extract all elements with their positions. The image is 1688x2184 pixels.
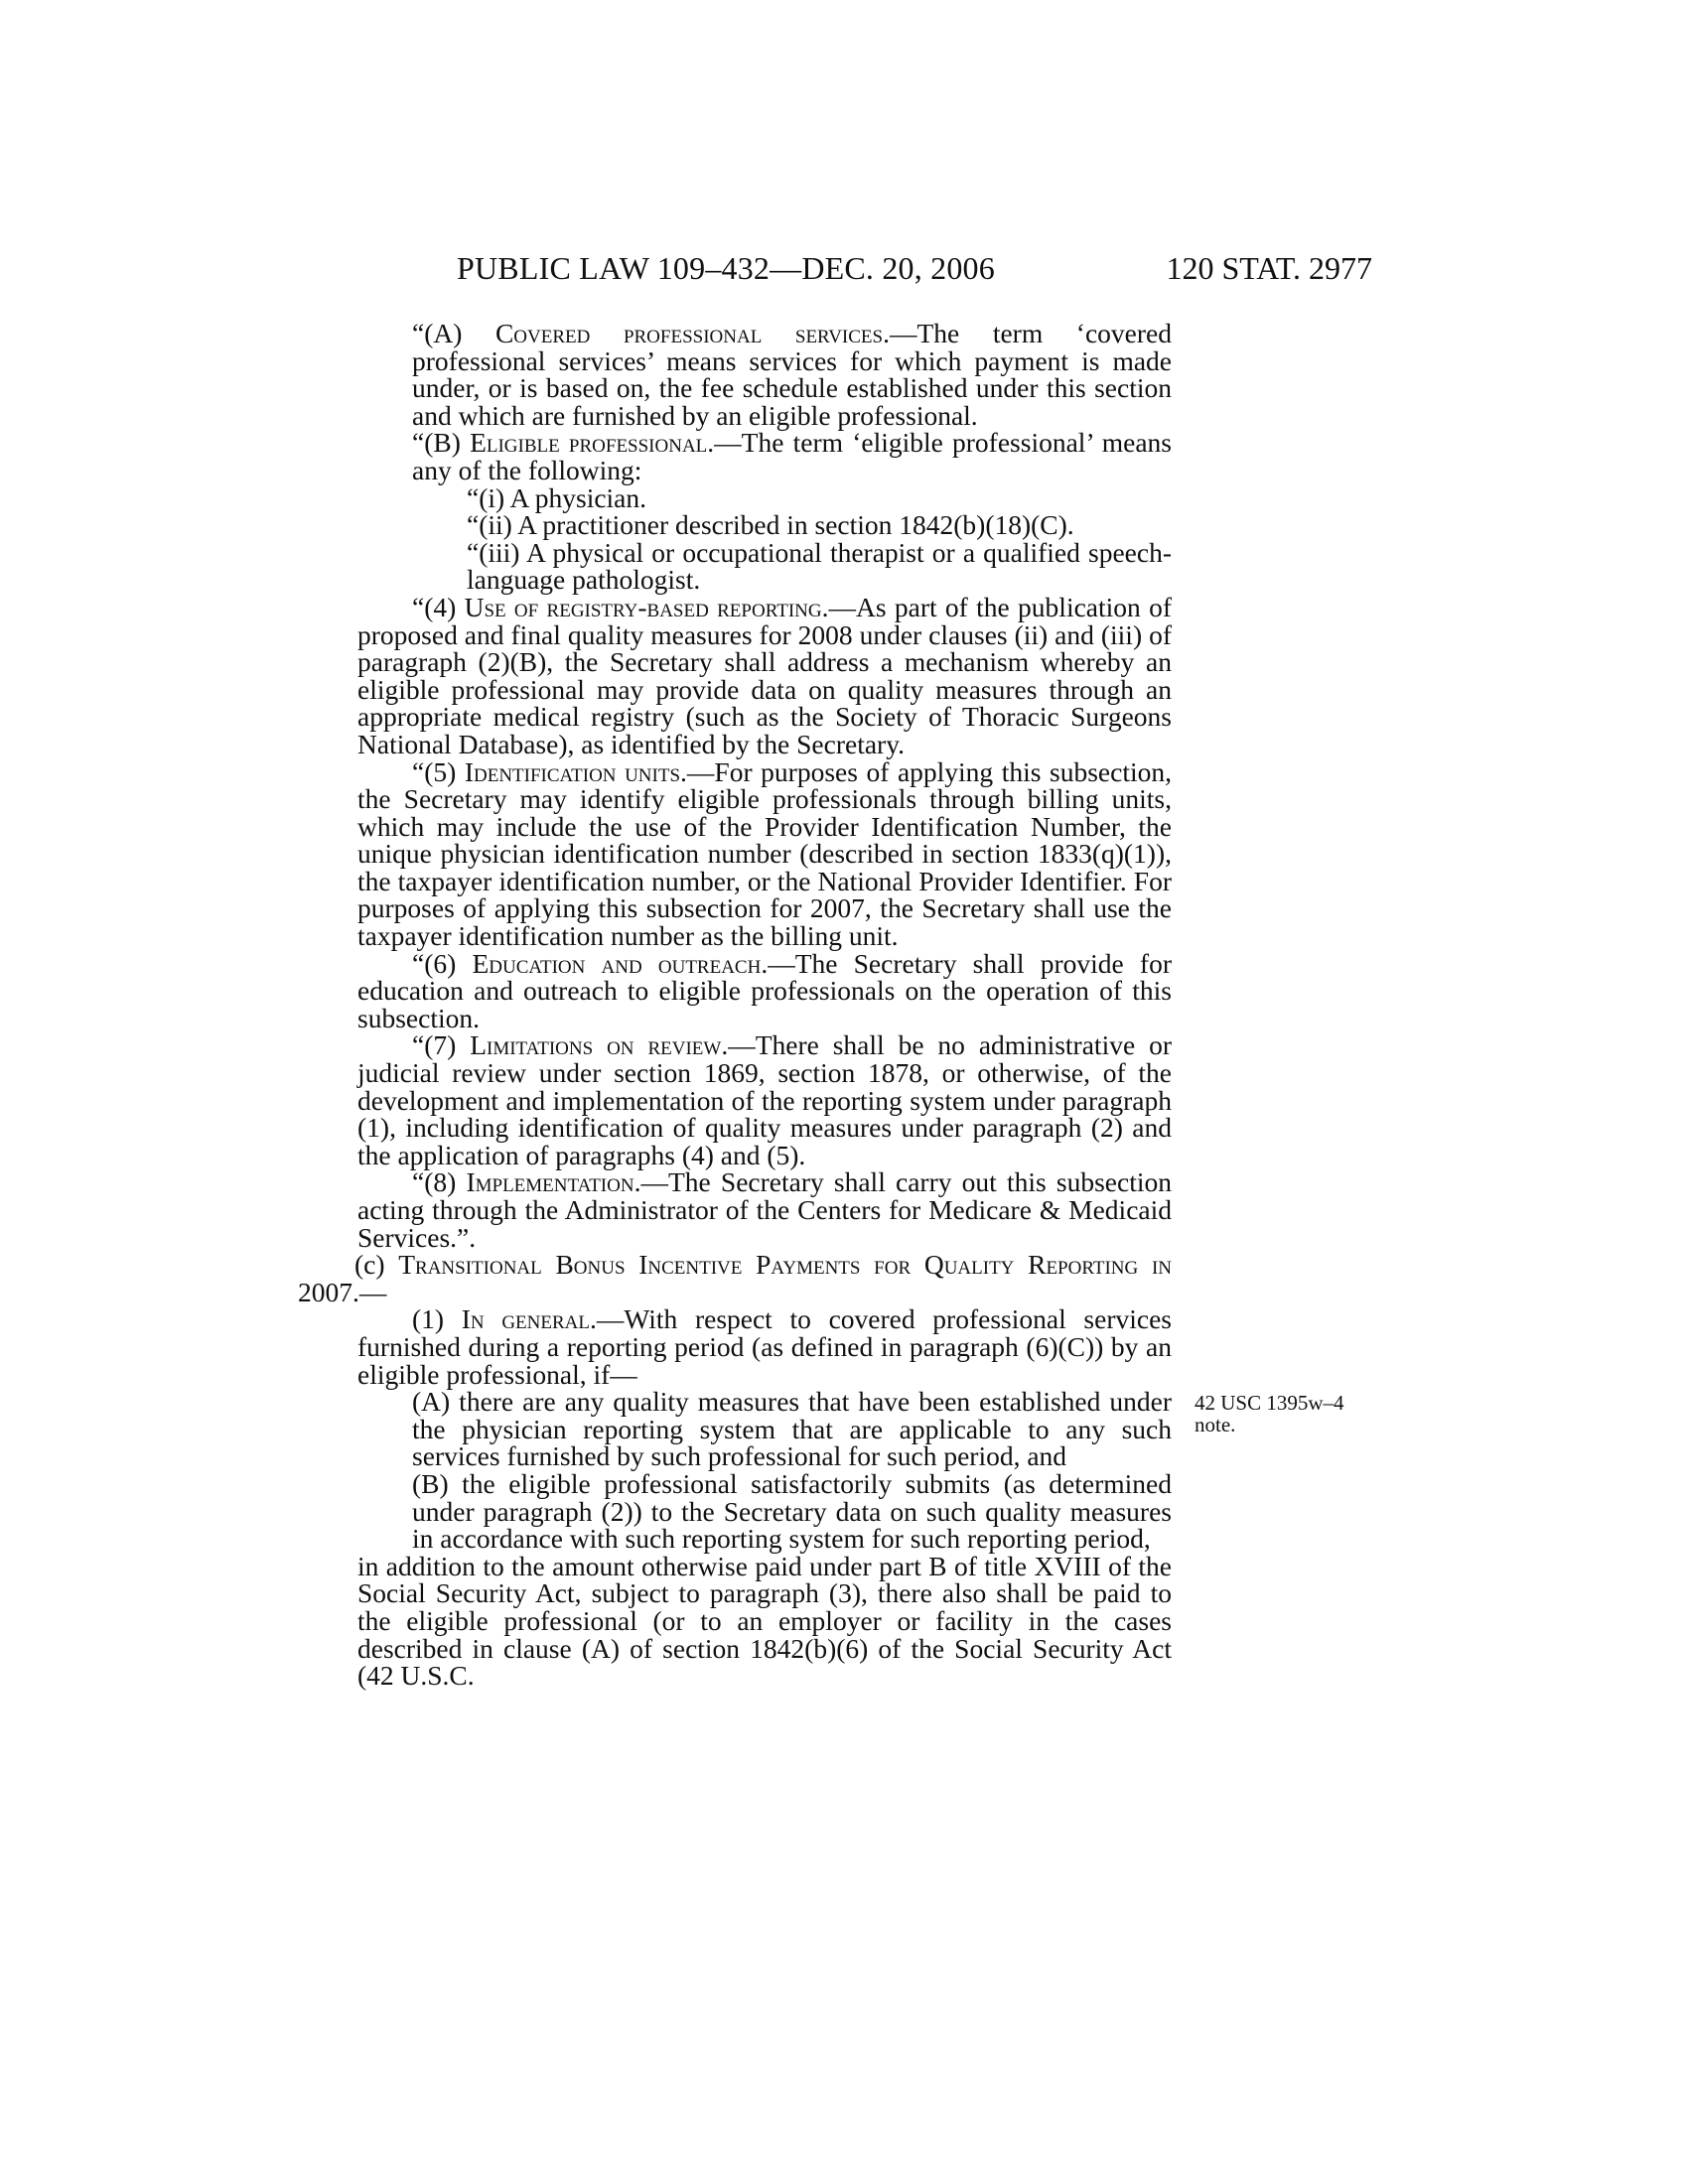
- clause-i: “(i) A physician.: [467, 481, 647, 513]
- para-heading: Covered professional services: [494, 318, 884, 348]
- para-in-general: [298, 1305, 1172, 1388]
- para-heading: In general: [461, 1303, 590, 1335]
- running-header-title: PUBLIC LAW 109–432—DEC. 20, 2006: [457, 250, 995, 286]
- para-text: .—As part of the publication of proposed and final quality measures for 2008 under clauses (ii) and (iii) of paragraph (2)(B), the Secretary shall address a mechanism whereby an eligible professional may provide data on quality measures through an appropriate medical registry (such as the Society of Thoracic Surgeons National Database), as identified by the Secretary.: [357, 591, 1173, 759]
- para-registry-reporting: [298, 591, 1173, 759]
- para-heading: Transitional Bonus Incentive Payments for Quality Reporting in 2007: [298, 1249, 1172, 1307]
- para-education-outreach: [298, 947, 1172, 1033]
- para-text: .—The term ‘eligible professional’ means any of the following:: [412, 427, 1173, 485]
- para-implementation: [298, 1168, 1172, 1251]
- para-limitations-review: [298, 1031, 1172, 1168]
- subpara-b: (B) the eligible professional satisfactorily submits (as determined under paragraph (2)) to the Secretary data on such quality measures in accordance with such reporting system for such reporting period,: [412, 1467, 1172, 1555]
- margin-note: 42 USC 1395w–4 note.: [1195, 1391, 1344, 1436]
- subsection-c: [298, 1251, 1172, 1305]
- para-lead: “(7): [412, 1029, 471, 1061]
- para-heading: Use of registry-based reporting: [464, 591, 822, 622]
- para-heading: Identification units: [464, 755, 681, 787]
- para-identification-units: [298, 755, 1172, 952]
- para-lead: “(6): [412, 947, 473, 979]
- para-heading: Eligible professional: [470, 427, 708, 459]
- para-text: .—The Secretary shall carry out this subsection acting through the Administrator of the Centers for Medicare & Medicaid Services.”.: [357, 1166, 1172, 1253]
- clause-ii: “(ii) A practitioner described in section 1842(b)(18)(C).: [467, 509, 1074, 541]
- para-text: .—There shall be no administrative or judicial review under section 1869, section 1878, or otherwise, of the development and implementation of the reporting system under paragraph (1), including identification of quality measures under paragraph (2) and the application of paragraphs (4) and (5).: [357, 1029, 1172, 1170]
- body-text: [298, 320, 1172, 1690]
- running-header-page: 120 STAT. 2977: [1166, 250, 1372, 286]
- para-lead: (1): [412, 1303, 462, 1335]
- para-lead: (c): [354, 1249, 399, 1281]
- para-lead: “(8): [412, 1166, 467, 1198]
- para-text: .—The term ‘covered professional services’ means services for which payment is made under, or is based on, the fee schedule established under this section and which are furnished by an eligible professional.: [412, 318, 1172, 431]
- para-text: .—: [352, 1276, 387, 1307]
- para-lead: “(A): [412, 318, 495, 348]
- para-text: .—The Secretary shall provide for education and outreach to eligible professionals on the operation of this subsection.: [357, 947, 1172, 1033]
- para-heading: Implementation: [466, 1166, 634, 1198]
- para-lead: “(B): [412, 427, 471, 459]
- clause-iii: “(iii) A physical or occupational therapist or a qualified speech-language pathologist.: [467, 536, 1172, 596]
- para-continuation: in addition to the amount otherwise paid under part B of title XVIII of the Social Security Act, subject to paragraph (3), there also shall be paid to the eligible professional (or to an employer or facility in the cases described in clause (A) of section 1842(b)(6) of the Social Security Act (42 U.S.C.: [357, 1550, 1172, 1692]
- para-heading: Education and outreach: [472, 947, 762, 979]
- para-covered-professional-services: [298, 320, 1172, 429]
- para-lead: “(5): [412, 755, 465, 787]
- para-text: .—With respect to covered professional services furnished during a reporting period (as defined in paragraph (6)(C)) by an eligible professional, if—: [357, 1303, 1172, 1390]
- para-heading: Limitations on review: [470, 1029, 722, 1061]
- para-eligible-professional: [298, 429, 1172, 483]
- subpara-a: (A) there are any quality measures that have been established under the physician reporting system that are applicable to any such services furnished by such professional for such period, and: [412, 1386, 1172, 1472]
- para-lead: “(4): [412, 591, 465, 622]
- para-text: .—For purposes of applying this subsection, the Secretary may identify eligible professionals through billing units, which may include the use of the Provider Identification Number, the unique physician identification number (described in section 1833(q)(1)), the taxpayer identification number, or the National Provider Identifier. For purposes of applying this subsection for 2007, the Secretary shall use the taxpayer identification number as the billing unit.: [357, 755, 1172, 952]
